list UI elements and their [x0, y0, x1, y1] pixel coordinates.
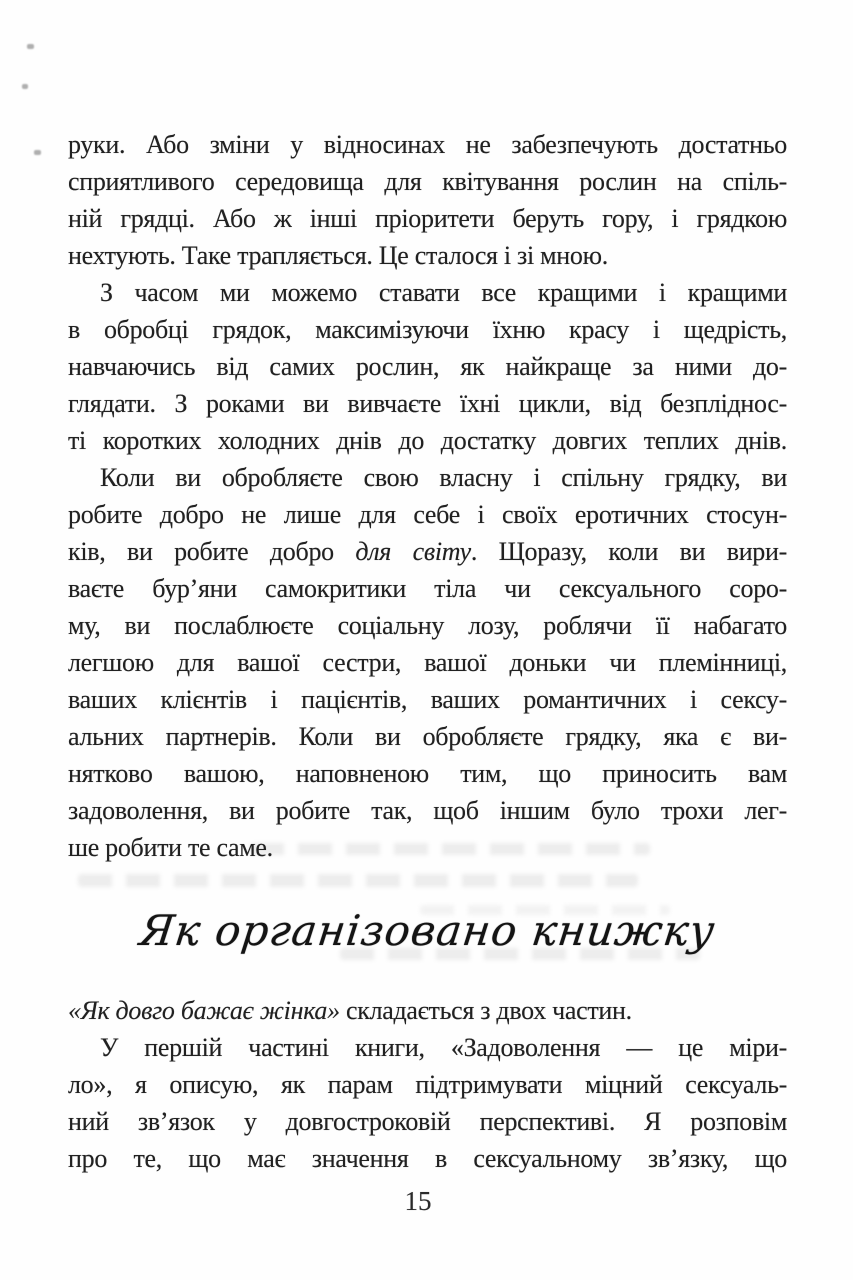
text-segment: альних партнерів. Коли ви обробляєте грядку, яка є ви-: [68, 722, 787, 751]
text-segment: легшою для вашої сестри, вашої доньки чи племінниці,: [68, 648, 787, 677]
text-line: [68, 1029, 787, 1066]
text-line: [68, 200, 787, 237]
text-line: [68, 459, 787, 496]
text-segment: З часом ми можемо ставати все кращими і кращими: [100, 278, 787, 307]
text-line: [68, 163, 787, 200]
text-line: [68, 992, 787, 1029]
text-segment: Коли ви обробляєте свою власну і спільну грядку, ви: [100, 463, 787, 492]
text-line: [68, 496, 787, 533]
italic-text-segment: «Як довго бажає жінка»: [68, 996, 340, 1025]
text-segment: навчаючись від самих рослин, як найкраще за ними до-: [68, 352, 787, 381]
text-line: [68, 1066, 787, 1103]
text-segment: му, ви послаблюєте соціальну лозу, роблячи її набагато: [68, 611, 787, 640]
text-line: [68, 348, 787, 385]
text-line: [68, 644, 787, 681]
text-segment: У першій частині книги, «Задоволення — це міри-: [100, 1033, 787, 1062]
text-line: [68, 422, 787, 459]
text-line: [68, 1140, 787, 1177]
scan-speck: [22, 84, 28, 89]
section-heading: Як організовано книжку: [137, 906, 718, 955]
text-line: [68, 311, 787, 348]
scan-speck: [27, 44, 34, 49]
italic-text-segment: для світу: [355, 537, 471, 566]
text-line: [68, 274, 787, 311]
text-line: [68, 385, 787, 422]
text-line: [68, 718, 787, 755]
text-line: [68, 237, 787, 274]
text-line: [68, 126, 787, 163]
text-segment: ше робити те саме.: [68, 833, 273, 862]
text-line: [68, 607, 787, 644]
text-segment: про те, що має значення в сексуальному зв’язку, що: [68, 1144, 787, 1173]
text-segment: сприятливого середовища для квітування рослин на спіль-: [68, 167, 787, 196]
text-segment: ній грядці. Або ж інші пріоритети беруть гору, і грядкою: [68, 204, 787, 233]
text-segment: ків, ви робите добро: [68, 537, 356, 566]
page-text-block: [68, 126, 787, 1177]
text-line: [68, 681, 787, 718]
text-segment: ті коротких холодних днів до достатку довгих теплих днів.: [68, 426, 787, 455]
text-segment: складається з двох частин.: [339, 996, 632, 1025]
text-segment: нятково вашою, наповненою тим, що приносить вам: [68, 759, 787, 788]
text-line: [68, 755, 787, 792]
text-line: [68, 533, 787, 570]
page-number: 15: [404, 1186, 432, 1216]
text-segment: глядати. З роками ви вивчаєте їхні цикли, від безпліднос-: [68, 389, 787, 418]
text-segment: ваєте бур’яни самокритики тіла чи сексуального соро-: [68, 574, 787, 603]
text-line: [68, 792, 787, 829]
text-segment: ний зв’язок у довгостроковій перспективі. Я розповім: [68, 1107, 787, 1136]
text-segment: ло», я описую, як парам підтримувати міцний сексуаль-: [68, 1070, 787, 1099]
text-line: [68, 1103, 787, 1140]
text-line: [68, 829, 787, 866]
text-segment: нехтують. Таке трапляється. Це сталося і зі мною.: [68, 241, 608, 270]
text-segment: задоволення, ви робите так, щоб іншим було трохи лег-: [68, 796, 787, 825]
text-line: [68, 570, 787, 607]
scan-speck: [34, 150, 41, 155]
text-segment: робите добро не лише для себе і своїх еротичних стосун-: [68, 500, 787, 529]
text-segment: в обробці грядок, максимізуючи їхню красу і щедрість,: [68, 315, 787, 344]
text-segment: руки. Або зміни у відносинах не забезпечують достатньо: [68, 130, 787, 159]
text-segment: ваших клієнтів і пацієнтів, ваших романтичних і сексу-: [68, 685, 787, 714]
text-segment: . Щоразу, коли ви вири-: [470, 537, 787, 566]
